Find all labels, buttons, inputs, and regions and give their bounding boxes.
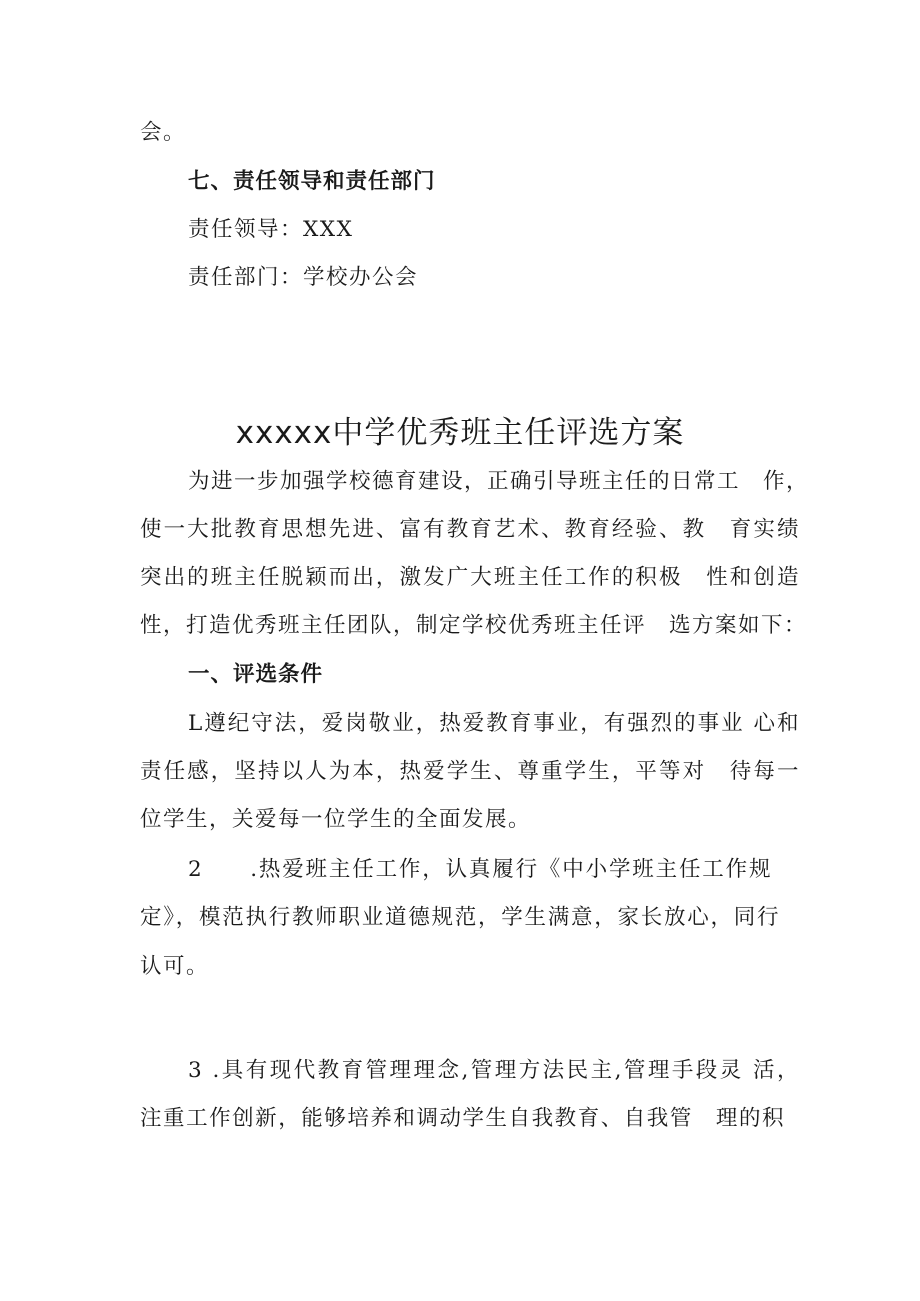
document-title: xxxxx中学优秀班主任评选方案 [235,415,685,451]
criteria-item-2-line: 认可。 [140,954,210,979]
intro-line: 突出的班主任脱颖而出，激发广大班主任工作的积极 性和创造 [140,565,800,590]
criteria-item-3-line: 注重工作创新，能够培养和调动学生自我教育、自我管 理的积 [140,1106,785,1131]
criteria-item-2-line: 2 .热爱班主任工作，认真履行《中小学班主任工作规 [188,857,772,882]
intro-line: 使一大批教育思想先进、富有教育艺术、教育经验、教 育实绩 [140,517,800,542]
intro-line: 性，打造优秀班主任团队，制定学校优秀班主任评 选方案如下： [140,613,808,638]
criteria-item-1-line: 位学生，关爱每一位学生的全面发展。 [140,807,532,832]
intro-line: 为进一步加强学校德育建设，正确引导班主任的日常工 作， [188,469,810,494]
responsible-department: 责任部门：学校办公会 [188,265,419,290]
responsible-leader: 责任领导：XXX [188,217,354,242]
criteria-item-3-line: 3 .具有现代教育管理理念,管理方法民主,管理手段灵 活， [188,1058,800,1083]
previous-paragraph-tail: 会。 [140,120,187,145]
section-heading-criteria: 一、评选条件 [188,662,324,687]
criteria-item-1-line: L遵纪守法，爱岗敬业，热爱教育事业，有强烈的事业 心和 [188,711,800,736]
criteria-item-1-line: 责任感，坚持以人为本，热爱学生、尊重学生，平等对 待每一 [140,759,800,784]
section-heading-responsibility: 七、责任领导和责任部门 [188,169,436,194]
criteria-item-2-line: 定》，模范执行教师职业道德规范，学生满意，家长放心，同行 [140,905,780,930]
